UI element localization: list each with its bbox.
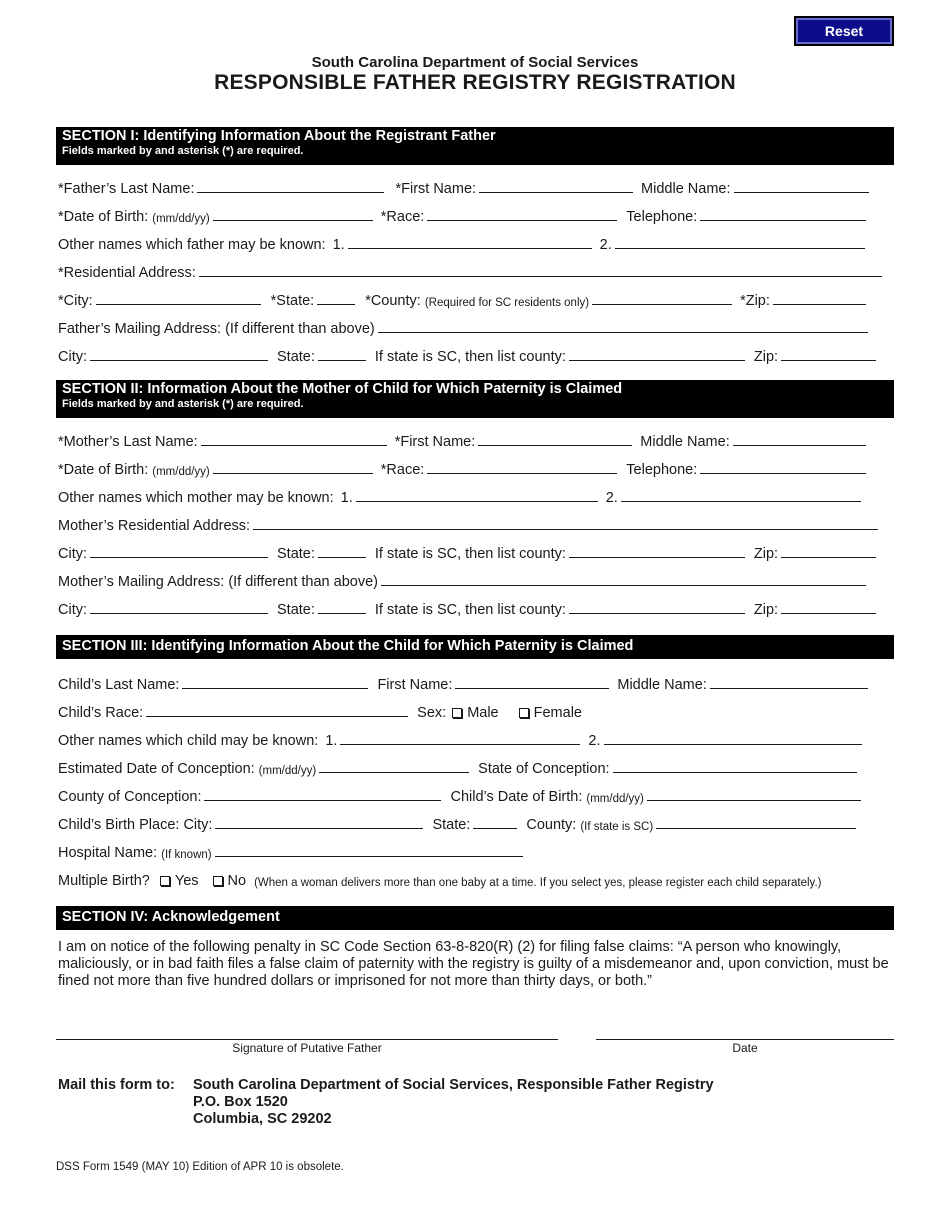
section-2-subheading: Fields marked by and asterisk (*) are required. bbox=[62, 398, 304, 410]
date-line[interactable] bbox=[596, 1039, 894, 1040]
father-middle-name-label: Middle Name: bbox=[641, 181, 731, 197]
multiple-birth-label: Multiple Birth? bbox=[58, 873, 150, 889]
father-other-name-1-field[interactable] bbox=[348, 247, 592, 249]
father-mailing-label: Father’s Mailing Address: (If different than above) bbox=[58, 321, 375, 337]
hospital-row bbox=[58, 841, 894, 863]
section-1-subheading: Fields marked by and asterisk (*) are required. bbox=[62, 145, 304, 157]
mother-first-name-field[interactable] bbox=[478, 444, 632, 446]
child-other-names-row bbox=[58, 729, 894, 751]
child-other-name-1-number: 1. bbox=[325, 733, 338, 749]
mail-address-line-2: P.O. Box 1520 bbox=[193, 1094, 288, 1110]
est-conception-format: (mm/dd/yy) bbox=[258, 765, 317, 777]
mother-res-zip-field[interactable] bbox=[781, 556, 876, 558]
mother-residential-label: Mother’s Residential Address: bbox=[58, 518, 251, 534]
county-conception-field[interactable] bbox=[204, 799, 441, 801]
mother-first-name-label: *First Name: bbox=[394, 434, 476, 450]
father-residential-row bbox=[58, 261, 894, 283]
father-county-field[interactable] bbox=[592, 303, 732, 305]
mother-dob-row bbox=[58, 458, 894, 480]
mother-residential-field[interactable] bbox=[253, 528, 878, 530]
mother-mailing-row bbox=[58, 570, 894, 592]
mother-res-state-label: State: bbox=[277, 546, 315, 562]
mother-mail-county-field[interactable] bbox=[569, 612, 745, 614]
father-mail-county-field[interactable] bbox=[569, 359, 745, 361]
birth-county-note: (If state is SC) bbox=[580, 821, 654, 833]
est-conception-field[interactable] bbox=[319, 771, 469, 773]
birth-state-field[interactable] bbox=[473, 827, 517, 829]
child-race-field[interactable] bbox=[146, 715, 408, 717]
child-last-name-field[interactable] bbox=[182, 687, 368, 689]
multiple-birth-yes-label: Yes bbox=[174, 873, 199, 889]
reset-button[interactable]: Reset bbox=[794, 16, 894, 46]
child-sex-label: Sex: bbox=[417, 705, 447, 721]
child-name-row bbox=[58, 673, 894, 695]
section-3-header bbox=[56, 635, 894, 659]
father-last-name-field[interactable] bbox=[197, 191, 384, 193]
father-state-label: *State: bbox=[270, 293, 315, 309]
mother-other-names-label: Other names which mother may be known: bbox=[58, 490, 334, 506]
mail-address-line-1: South Carolina Department of Social Services, Responsible Father Registry bbox=[193, 1077, 714, 1093]
birth-county-field[interactable] bbox=[656, 827, 856, 829]
mother-middle-name-field[interactable] bbox=[733, 444, 866, 446]
sex-male-checkbox[interactable] bbox=[452, 708, 462, 718]
child-other-names-label: Other names which child may be known: bbox=[58, 733, 319, 749]
hospital-note: (If known) bbox=[161, 849, 212, 861]
sex-female-checkbox[interactable] bbox=[519, 708, 529, 718]
father-first-name-field[interactable] bbox=[479, 191, 633, 193]
father-middle-name-field[interactable] bbox=[734, 191, 869, 193]
father-mail-city-label: City: bbox=[58, 349, 87, 365]
father-mail-state-field[interactable] bbox=[318, 359, 366, 361]
mother-other-name-2-number: 2. bbox=[605, 490, 618, 506]
section-3-heading: SECTION III: Identifying Information About the Child for Which Paternity is Claimed bbox=[62, 638, 634, 654]
child-other-name-2-field[interactable] bbox=[604, 743, 862, 745]
section-4-heading: SECTION IV: Acknowledgement bbox=[62, 909, 280, 925]
section-2-header bbox=[56, 380, 894, 418]
father-city-row bbox=[58, 289, 894, 311]
mother-dob-format: (mm/dd/yy) bbox=[152, 466, 210, 478]
father-mailing-city-row bbox=[58, 345, 894, 367]
sex-male-label: Male bbox=[467, 705, 499, 721]
multiple-birth-no-checkbox[interactable] bbox=[213, 876, 223, 886]
mother-res-county-label: If state is SC, then list county: bbox=[374, 546, 566, 562]
father-zip-label: *Zip: bbox=[740, 293, 770, 309]
birth-city-label: Child’s Birth Place: City: bbox=[58, 817, 213, 833]
father-state-field[interactable] bbox=[317, 303, 355, 305]
multiple-birth-no-label: No bbox=[227, 873, 247, 889]
father-other-names-label: Other names which father may be known: bbox=[58, 237, 326, 253]
mother-mailing-label: Mother’s Mailing Address: (If different than above) bbox=[58, 574, 378, 590]
mail-label: Mail this form to: bbox=[58, 1077, 175, 1093]
father-other-names-row bbox=[58, 233, 894, 255]
child-dob-field[interactable] bbox=[647, 799, 861, 801]
father-other-name-2-field[interactable] bbox=[615, 247, 865, 249]
multiple-birth-yes-checkbox[interactable] bbox=[160, 876, 170, 886]
father-dob-row bbox=[58, 205, 894, 227]
mother-dob-label: *Date of Birth: bbox=[58, 462, 149, 478]
child-middle-name-field[interactable] bbox=[710, 687, 868, 689]
child-race-row bbox=[58, 701, 894, 723]
father-city-field[interactable] bbox=[96, 303, 261, 305]
mother-last-name-label: *Mother’s Last Name: bbox=[58, 434, 198, 450]
state-conception-field[interactable] bbox=[613, 771, 857, 773]
mother-res-zip-label: Zip: bbox=[753, 546, 779, 562]
multiple-birth-note: (When a woman delivers more than one baby at a time. If you select yes, please register each child separately.) bbox=[254, 877, 822, 889]
agency-name: South Carolina Department of Social Services bbox=[311, 54, 639, 71]
father-zip-field[interactable] bbox=[773, 303, 866, 305]
father-dob-format: (mm/dd/yy) bbox=[152, 213, 210, 225]
mother-mailing-field[interactable] bbox=[381, 584, 866, 586]
section-2-heading: SECTION II: Information About the Mother of Child for Which Paternity is Claimed bbox=[62, 381, 623, 397]
child-dob-label: Child’s Date of Birth: bbox=[450, 789, 583, 805]
father-mailing-field[interactable] bbox=[378, 331, 868, 333]
mother-res-city-field[interactable] bbox=[90, 556, 268, 558]
mother-name-row bbox=[58, 430, 894, 452]
father-name-row bbox=[58, 177, 894, 199]
form-title: RESPONSIBLE FATHER REGISTRY REGISTRATION bbox=[214, 71, 736, 94]
mother-mail-zip-field[interactable] bbox=[781, 612, 876, 614]
child-other-name-2-number: 2. bbox=[588, 733, 601, 749]
mother-telephone-label: Telephone: bbox=[626, 462, 698, 478]
county-conception-label: County of Conception: bbox=[58, 789, 202, 805]
birth-county-label: County: bbox=[526, 817, 577, 833]
mother-res-city-label: City: bbox=[58, 546, 87, 562]
child-other-name-1-field[interactable] bbox=[340, 743, 580, 745]
form-id: DSS Form 1549 (MAY 10) Edition of APR 10 is obsolete. bbox=[56, 1161, 344, 1173]
mother-other-name-1-field[interactable] bbox=[356, 500, 598, 502]
est-conception-label: Estimated Date of Conception: bbox=[58, 761, 255, 777]
child-dob-format: (mm/dd/yy) bbox=[586, 793, 644, 805]
state-conception-label: State of Conception: bbox=[478, 761, 610, 777]
mother-res-state-field[interactable] bbox=[318, 556, 366, 558]
father-mail-zip-field[interactable] bbox=[781, 359, 876, 361]
mother-mail-state-label: State: bbox=[277, 602, 315, 618]
mother-other-name-2-field[interactable] bbox=[621, 500, 861, 502]
mail-block bbox=[58, 1077, 714, 1128]
hospital-label: Hospital Name: bbox=[58, 845, 158, 861]
mother-race-label: *Race: bbox=[380, 462, 425, 478]
father-telephone-label: Telephone: bbox=[626, 209, 698, 225]
child-first-name-label: First Name: bbox=[377, 677, 453, 693]
mother-mail-city-field[interactable] bbox=[90, 612, 268, 614]
child-race-label: Child’s Race: bbox=[58, 705, 144, 721]
father-telephone-field[interactable] bbox=[700, 219, 866, 221]
father-mailing-row bbox=[58, 317, 894, 339]
father-dob-field[interactable] bbox=[213, 219, 373, 221]
father-other-name-2-number: 2. bbox=[599, 237, 612, 253]
mother-other-name-1-number: 1. bbox=[340, 490, 353, 506]
father-mail-state-label: State: bbox=[277, 349, 315, 365]
mother-last-name-field[interactable] bbox=[201, 444, 387, 446]
father-race-field[interactable] bbox=[427, 219, 617, 221]
section-1-heading: SECTION I: Identifying Information About the Registrant Father bbox=[62, 128, 496, 144]
father-mail-county-label: If state is SC, then list county: bbox=[374, 349, 566, 365]
father-county-label: *County: bbox=[365, 293, 421, 309]
sex-female-label: Female bbox=[533, 705, 582, 721]
father-mail-city-field[interactable] bbox=[90, 359, 268, 361]
mother-race-field[interactable] bbox=[427, 472, 617, 474]
mother-mail-county-label: If state is SC, then list county: bbox=[374, 602, 566, 618]
signature-caption: Signature of Putative Father bbox=[232, 1041, 382, 1055]
penalty-statement: I am on notice of the following penalty in SC Code Section 63-8-820(R) (2) for filing false claims: “A person who knowingly, maliciously, or in bad faith files a false claim of paternity with the registry is guilty of a misdemeanor and, upon conviction, must be fined not more than five hundred dollars or imprisoned for not more than thirty days, or both.” bbox=[58, 939, 889, 989]
mother-telephone-field[interactable] bbox=[700, 472, 866, 474]
birth-state-label: State: bbox=[432, 817, 471, 833]
county-conception-row bbox=[58, 785, 894, 807]
father-last-name-label: *Father’s Last Name: bbox=[58, 181, 195, 197]
child-last-name-label: Child’s Last Name: bbox=[58, 677, 180, 693]
mother-mail-city-label: City: bbox=[58, 602, 87, 618]
conception-row bbox=[58, 757, 894, 779]
mother-dob-field[interactable] bbox=[213, 472, 373, 474]
mother-res-county-field[interactable] bbox=[569, 556, 745, 558]
father-county-note: (Required for SC residents only) bbox=[424, 297, 590, 309]
child-middle-name-label: Middle Name: bbox=[617, 677, 707, 693]
mother-mail-state-field[interactable] bbox=[318, 612, 366, 614]
mother-mail-zip-label: Zip: bbox=[753, 602, 779, 618]
mother-other-names-row bbox=[58, 486, 894, 508]
father-other-name-1-number: 1. bbox=[332, 237, 345, 253]
father-race-label: *Race: bbox=[380, 209, 425, 225]
father-residential-label: *Residential Address: bbox=[58, 265, 196, 281]
father-dob-label: *Date of Birth: bbox=[58, 209, 149, 225]
date-caption: Date bbox=[732, 1041, 758, 1055]
father-first-name-label: *First Name: bbox=[395, 181, 477, 197]
section-4-header bbox=[56, 906, 894, 930]
mother-middle-name-label: Middle Name: bbox=[640, 434, 730, 450]
mother-residential-row bbox=[58, 514, 894, 536]
father-mail-zip-label: Zip: bbox=[753, 349, 779, 365]
father-residential-field[interactable] bbox=[199, 275, 882, 277]
father-city-label: *City: bbox=[58, 293, 93, 309]
mother-city-row bbox=[58, 542, 894, 564]
birth-place-row bbox=[58, 813, 894, 835]
section-1-header bbox=[56, 127, 894, 165]
signature-line[interactable] bbox=[56, 1039, 558, 1040]
hospital-field[interactable] bbox=[215, 855, 523, 857]
mother-mailing-city-row bbox=[58, 598, 894, 620]
multiple-birth-row bbox=[58, 869, 894, 891]
mail-address-line-3: Columbia, SC 29202 bbox=[193, 1111, 332, 1127]
birth-city-field[interactable] bbox=[215, 827, 423, 829]
child-first-name-field[interactable] bbox=[455, 687, 609, 689]
